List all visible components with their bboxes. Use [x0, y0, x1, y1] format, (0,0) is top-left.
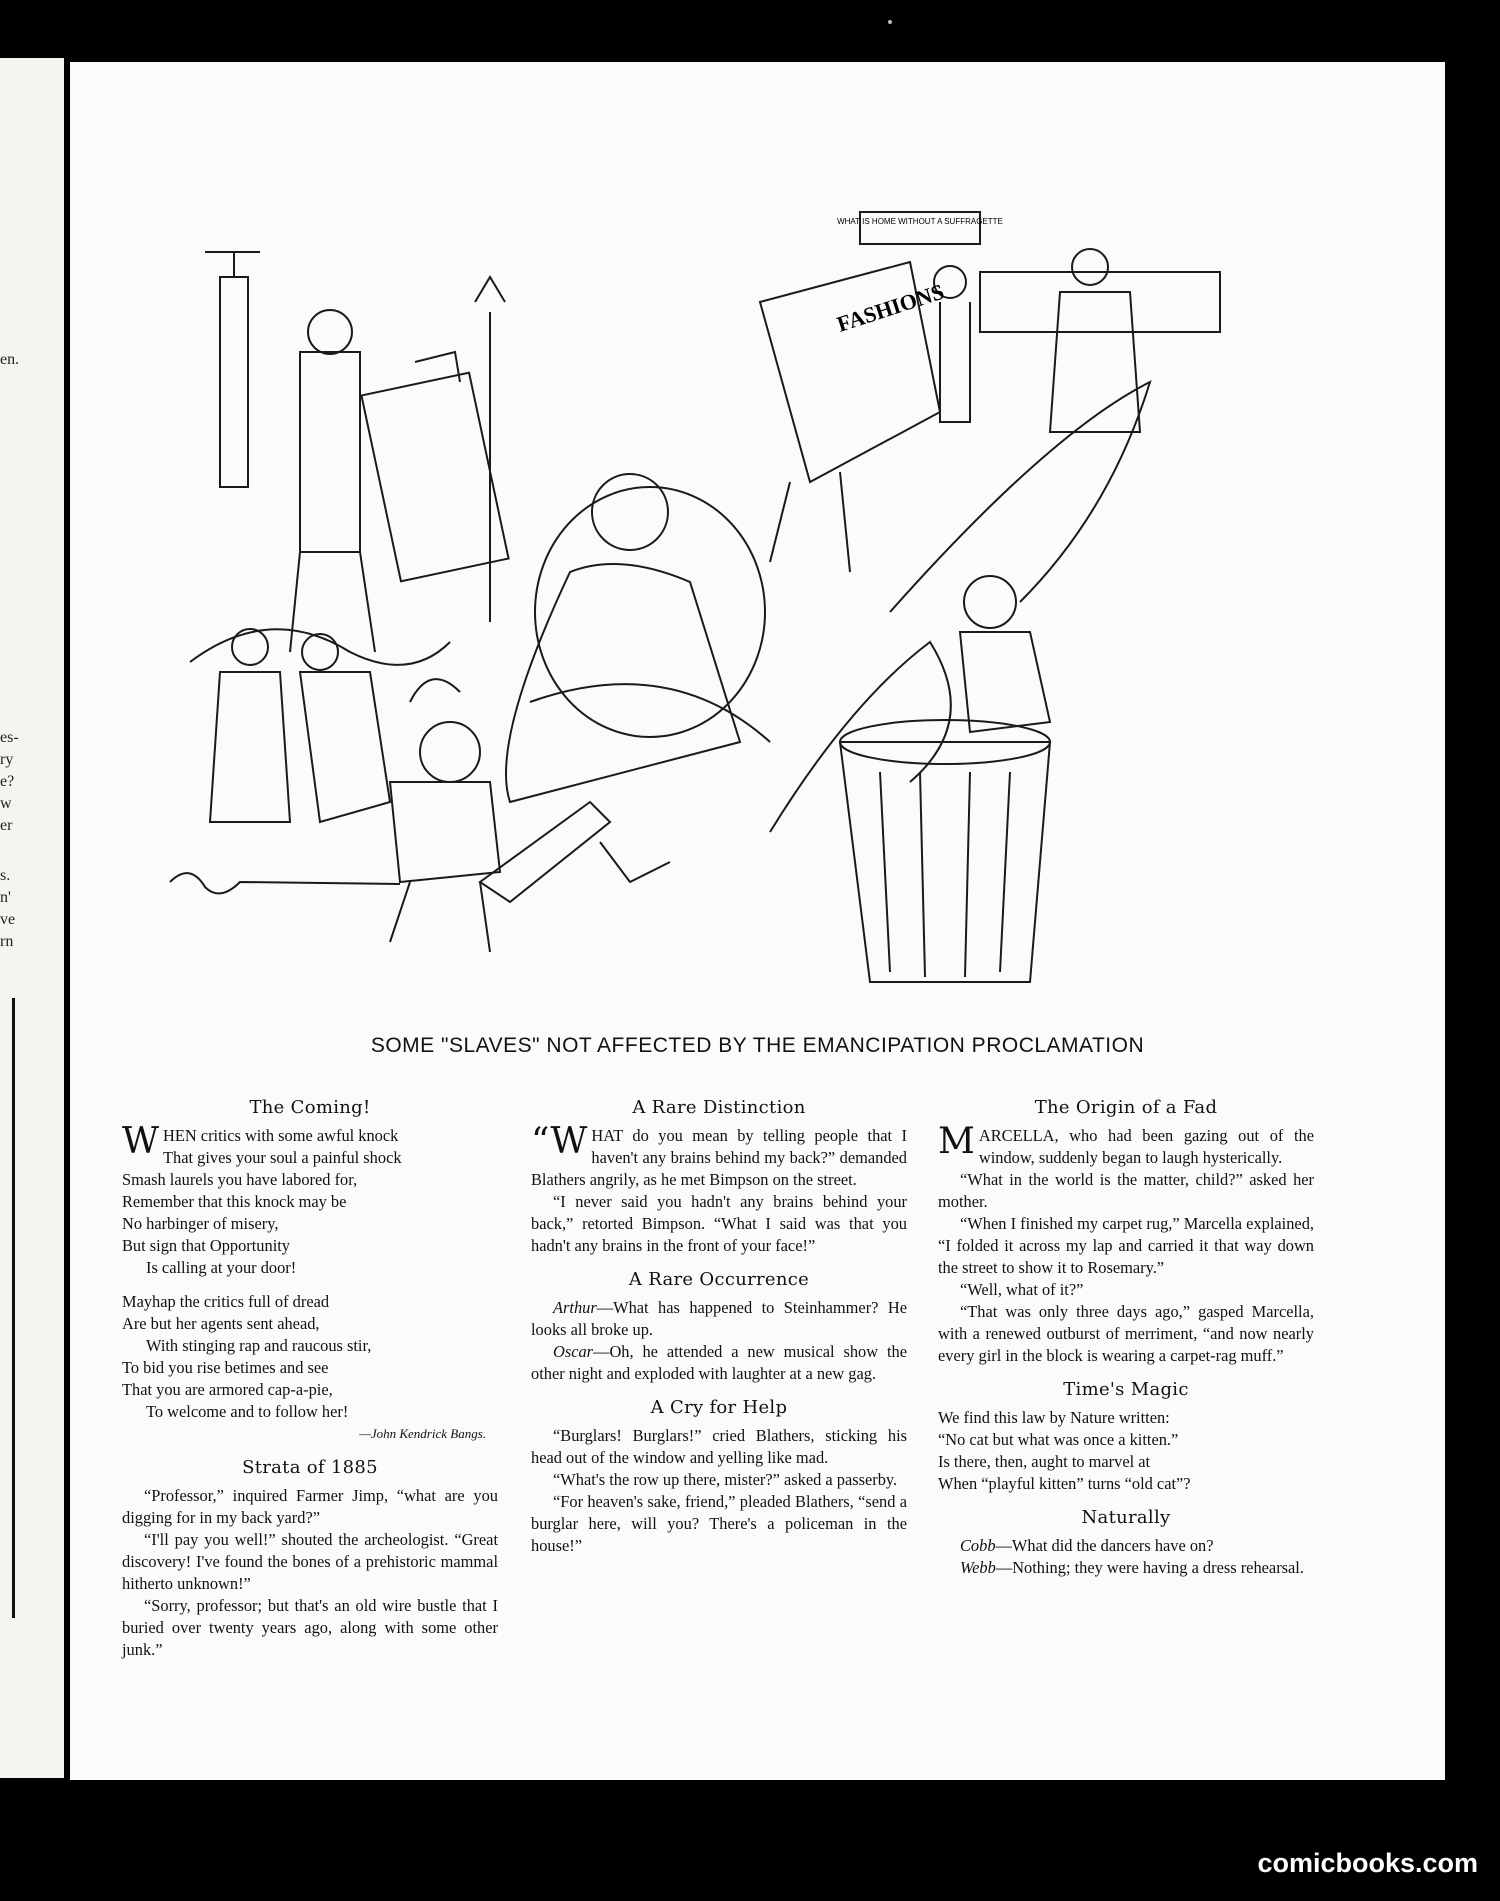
poem-line: Is there, then, aught to marvel at — [938, 1452, 1151, 1471]
paragraph: “I never said you hadn't any brains behind your back,” retorted Bimpson. “What I said was that you hadn't any brains in the front of your face!” — [531, 1192, 907, 1255]
paragraph: “When I finished my carpet rug,” Marcella explained, “I folded it across my lap and carried it that way down the street to show it to Rosemary.” — [938, 1214, 1314, 1277]
column-3 — [938, 1097, 1314, 1591]
drop-cap: M — [938, 1121, 975, 1162]
poem-line: “No cat but what was once a kitten.” — [938, 1430, 1179, 1449]
article-title: A Rare Occurrence — [628, 1269, 810, 1290]
left-fragment: n' — [0, 889, 11, 906]
dialogue-line: —Oh, he attended a new musical show the other night and exploded with laughter at a new gag. — [531, 1342, 907, 1383]
poem-line: No harbinger of misery, — [122, 1214, 279, 1233]
magazine-page — [70, 62, 1445, 1780]
poem-line: But sign that Opportunity — [122, 1236, 291, 1255]
illustration-caption: SOME "SLAVES" NOT AFFECTED BY THE EMANCIPATION PROCLAMATION — [370, 1034, 1145, 1057]
left-fragment: w — [0, 795, 12, 812]
article-cry-for-help — [531, 1397, 907, 1557]
poem-line: Are but her agents sent ahead, — [122, 1314, 320, 1333]
drop-cap: “W — [531, 1121, 588, 1162]
left-fragment: ry — [0, 751, 14, 768]
poem-line: Is calling at your door! — [146, 1258, 297, 1277]
speaker-name: Oscar — [553, 1342, 594, 1361]
scan-speck — [888, 20, 892, 24]
poem-line: That gives your soul a painful shock — [163, 1148, 402, 1167]
speaker-name: Cobb — [960, 1536, 996, 1555]
article-title: Strata of 1885 — [242, 1457, 378, 1478]
article-strata-1885 — [122, 1457, 498, 1661]
poem-line: Mayhap the critics full of dread — [122, 1292, 330, 1311]
drop-cap: W — [122, 1121, 160, 1162]
speaker-name: Webb — [960, 1558, 996, 1577]
article-title: A Cry for Help — [650, 1397, 788, 1418]
speaker-name: Arthur — [553, 1298, 597, 1317]
article-title: Naturally — [1081, 1507, 1171, 1528]
author-credit: —John Kendrick Bangs. — [359, 1426, 486, 1441]
paragraph: “I'll pay you well!” shouted the archeologist. “Great discovery! I've found the bones of a prehistoric mammal hitherto unknown!” — [122, 1530, 498, 1593]
article-rare-distinction — [531, 1097, 907, 1257]
article-title: Time's Magic — [1063, 1379, 1189, 1400]
poem-line: HEN critics with some awful knock — [163, 1126, 399, 1145]
poem-line: To welcome and to follow her! — [146, 1402, 349, 1421]
cartoon-illustration — [150, 182, 1350, 1092]
watermark: comicbooks.com — [1257, 1848, 1478, 1878]
poem-line: Remember that this knock may be — [122, 1192, 347, 1211]
left-fragment: es- — [0, 729, 19, 746]
article-title: The Origin of a Fad — [1034, 1097, 1218, 1118]
left-fragment: e? — [0, 773, 15, 790]
article-times-magic — [938, 1379, 1314, 1495]
poem-line: With stinging rap and raucous stir, — [146, 1336, 372, 1355]
left-page-edge — [0, 58, 64, 1778]
paragraph: “What's the row up there, mister?” asked a passerby. — [553, 1470, 898, 1489]
suffragette-sign: WHAT IS HOME WITHOUT A SUFFRAGETTE — [837, 217, 1003, 226]
article-naturally — [938, 1507, 1314, 1579]
dialogue-line: —What has happened to Steinhammer? He looks all broke up. — [531, 1298, 907, 1339]
article-rare-occurrence — [531, 1269, 907, 1385]
paragraph: “Professor,” inquired Farmer Jimp, “what are you digging for in my back yard?” — [122, 1486, 498, 1527]
left-fragment: en. — [0, 351, 20, 368]
poem-line: That you are armored cap-a-pie, — [122, 1380, 333, 1399]
paragraph: “That was only three days ago,” gasped Marcella, with a renewed outburst of merriment, “and now nearly every girl in the block is wearing a carpet-rag muff.” — [938, 1302, 1314, 1365]
fashions-magazine-title: FASHIONS — [833, 278, 947, 337]
article-the-coming — [122, 1097, 498, 1445]
paragraph: HAT do you mean by telling people that I haven't any brains behind my back?” demanded Blathers angrily, as he met Bimpson on the street. — [531, 1126, 907, 1189]
paragraph: “Sorry, professor; but that's an old wire bustle that I buried over twenty years ago, along with some other junk.” — [122, 1596, 498, 1659]
dialogue-line: —What did the dancers have on? — [995, 1536, 1214, 1555]
left-page-frame — [0, 998, 15, 1618]
poem-line: We find this law by Nature written: — [938, 1408, 1170, 1427]
poem-line: Smash laurels you have labored for, — [122, 1170, 358, 1189]
article-origin-of-a-fad — [938, 1097, 1314, 1367]
article-title: The Coming! — [249, 1097, 371, 1118]
paragraph: “For heaven's sake, friend,” pleaded Blathers, “send a burglar here, will you? There's a policeman in the house!” — [531, 1492, 907, 1555]
left-fragment: s. — [0, 867, 11, 884]
left-fragment: ve — [0, 911, 16, 928]
paragraph: “What in the world is the matter, child?” asked her mother. — [938, 1170, 1314, 1211]
poem-line: To bid you rise betimes and see — [122, 1358, 329, 1377]
left-fragment: rn — [0, 933, 14, 950]
article-title: A Rare Distinction — [632, 1097, 806, 1118]
dialogue-line: —Nothing; they were having a dress rehearsal. — [995, 1558, 1304, 1577]
paragraph: “Well, what of it?” — [960, 1280, 1084, 1299]
column-2 — [531, 1097, 907, 1569]
poem-line: When “playful kitten” turns “old cat”? — [938, 1474, 1191, 1493]
column-1 — [122, 1097, 498, 1673]
left-fragment: er — [0, 817, 13, 834]
paragraph: “Burglars! Burglars!” cried Blathers, sticking his head out of the window and yelling like mad. — [531, 1426, 907, 1467]
paragraph: ARCELLA, who had been gazing out of the window, suddenly began to laugh hysterically. — [978, 1126, 1314, 1167]
